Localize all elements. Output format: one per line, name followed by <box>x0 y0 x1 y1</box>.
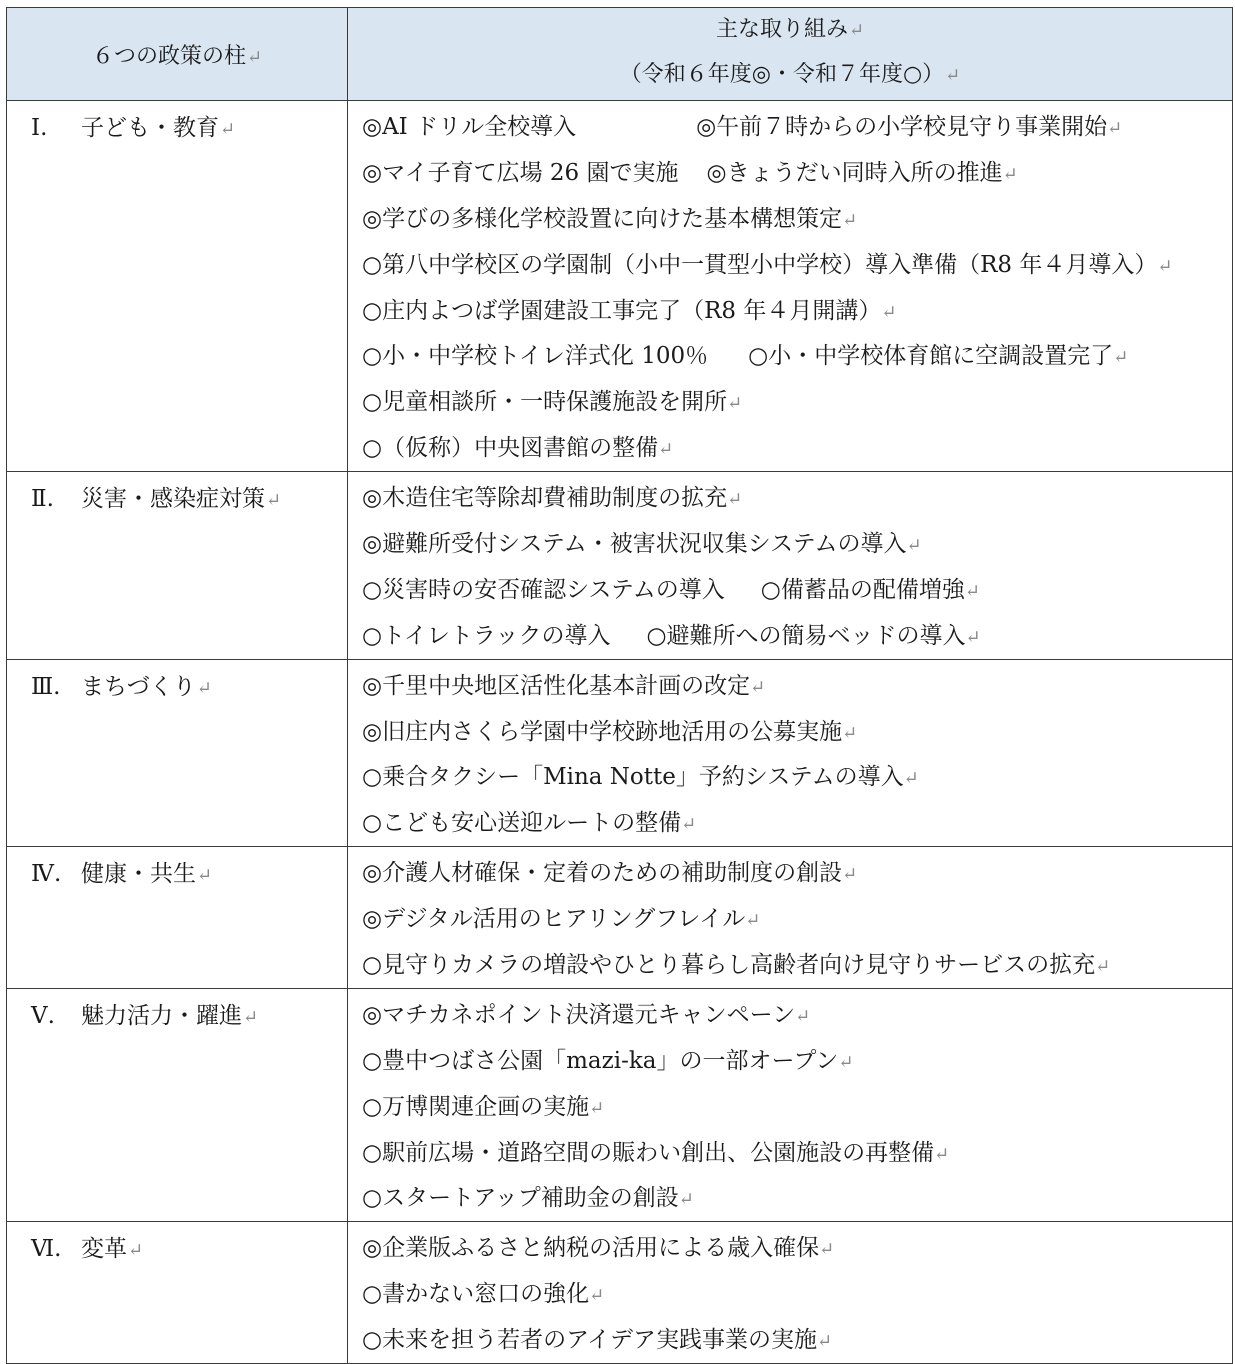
pillar-number: Ⅴ. <box>31 1002 55 1029</box>
initiative-item: ○備蓄品の配備増強 <box>760 576 965 603</box>
table-row <box>7 472 1233 660</box>
initiative-line <box>362 709 1232 755</box>
paragraph-mark: ↵ <box>266 490 282 512</box>
initiative-item: ◎デジタル活用のヒアリングフレイル <box>362 906 746 933</box>
initiative-item: ◎企業版ふるさと納税の活用による歳入確保 <box>362 1235 820 1262</box>
initiatives-cell <box>348 101 1233 472</box>
initiative-line <box>362 1038 1232 1084</box>
initiative-item: ○児童相談所・一時保護施設を開所 <box>362 389 728 416</box>
pillar-label: 変革 <box>81 1236 127 1263</box>
paragraph-mark: ↵ <box>128 1240 144 1262</box>
paragraph-mark: ↵ <box>243 1006 259 1028</box>
initiative-line <box>362 567 1232 613</box>
paragraph-mark: ↵ <box>819 1239 835 1261</box>
initiative-item: ○小・中学校トイレ洋式化 100％ <box>362 343 709 370</box>
table-row <box>7 988 1233 1221</box>
initiatives-cell <box>348 1222 1233 1364</box>
table-row <box>7 847 1233 989</box>
initiative-item: ◎マイ子育て広場 26 園で実施 <box>362 159 679 186</box>
initiative-line <box>362 475 1232 521</box>
paragraph-mark: ↵ <box>906 535 922 557</box>
initiative-line <box>362 1317 1232 1363</box>
initiative-line <box>362 992 1232 1038</box>
initiative-line <box>362 425 1232 471</box>
initiative-item: ○見守りカメラの増設やひとり暮らし高齢者向け見守りサービスの拡充 <box>362 952 1096 979</box>
paragraph-mark: ↵ <box>838 1051 854 1073</box>
paragraph-mark: ↵ <box>220 119 236 140</box>
initiative-item: ○（仮称）中央図書館の整備 <box>362 435 659 462</box>
initiative-item: ○書かない窓口の強化 <box>362 1281 590 1308</box>
table-row <box>7 659 1233 847</box>
paragraph-mark: ↵ <box>817 1331 833 1353</box>
pillar-cell <box>7 847 348 989</box>
paragraph-mark: ↵ <box>681 814 697 836</box>
initiatives-cell <box>348 988 1233 1221</box>
paragraph-mark: ↵ <box>745 910 761 932</box>
initiative-item: ◎千里中央地区活性化基本計画の改定 <box>362 672 751 699</box>
pillar-label: 健康・共生 <box>81 861 196 888</box>
pillar-label: 子ども・教育 <box>81 115 219 141</box>
pillar-cell <box>7 659 348 847</box>
paragraph-mark: ↵ <box>964 580 980 602</box>
initiative-item: ○スタートアップ補助金の創設 <box>362 1185 679 1212</box>
paragraph-mark: ↵ <box>1113 347 1129 369</box>
paragraph-mark: ↵ <box>750 676 766 698</box>
paragraph-mark: ↵ <box>678 1189 694 1211</box>
initiative-item: ◎学びの多様化学校設置に向けた基本構想策定 <box>362 205 843 232</box>
initiative-item: ◎マチカネポイント決済還元キャンペーン <box>362 1001 796 1028</box>
paragraph-mark: ↵ <box>1107 118 1123 139</box>
initiative-item: ○万博関連企画の実施 <box>362 1093 590 1120</box>
initiative-line <box>362 150 1232 196</box>
initiative-item: ○第八中学校区の学園制（小中一貫型小中学校）導入準備（R8 年４月導入） <box>362 251 1158 278</box>
initiative-line <box>362 1225 1232 1271</box>
initiative-item: ○避難所への簡易ベッドの導入 <box>646 622 966 649</box>
paragraph-mark: ↵ <box>727 489 743 511</box>
paragraph-mark: ↵ <box>197 865 213 887</box>
header-initiatives <box>348 8 1233 101</box>
initiative-item: ○豊中つばさ公園「mazi-ka」の一部オープン <box>362 1047 839 1074</box>
initiative-line <box>362 196 1232 242</box>
initiative-line <box>362 942 1232 988</box>
paragraph-mark: ↵ <box>658 439 674 461</box>
paragraph-mark: ↵ <box>1002 163 1018 185</box>
policy-table <box>6 7 1233 1364</box>
header-pillars: ６つの政策の柱↵ <box>7 8 348 101</box>
initiative-item: ◎木造住宅等除却費補助制度の拡充 <box>362 485 728 512</box>
initiative-item: ◎介護人材確保・定着のための補助制度の創設 <box>362 860 843 887</box>
initiative-line <box>362 1271 1232 1317</box>
initiative-line <box>362 288 1232 334</box>
initiative-line <box>362 333 1232 379</box>
paragraph-mark: ↵ <box>1095 956 1111 978</box>
initiative-item: ◎避難所受付システム・被害状況収集システムの導入 <box>362 531 907 558</box>
pillar-cell <box>7 988 348 1221</box>
initiative-item: ○庄内よつば学園建設工事完了（R8 年４月開講） <box>362 297 882 324</box>
paragraph-mark: ↵ <box>589 1285 605 1307</box>
initiative-line <box>362 613 1232 659</box>
pillar-cell <box>7 1222 348 1364</box>
initiative-line <box>362 663 1232 709</box>
paragraph-mark: ↵ <box>196 677 212 699</box>
pillar-number: Ⅱ. <box>31 486 54 513</box>
initiative-line <box>362 800 1232 846</box>
initiative-item: ◎AI ドリル全校導入 <box>362 114 577 140</box>
initiative-line <box>362 1084 1232 1130</box>
pillar-number: Ⅰ. <box>31 115 48 141</box>
initiative-line <box>362 1130 1232 1176</box>
initiative-line <box>362 850 1232 896</box>
paragraph-mark: ↵ <box>1157 255 1173 277</box>
initiative-item: ○トイレトラックの導入 <box>362 622 611 649</box>
initiative-item: ○未来を担う若者のアイデア実践事業の実施 <box>362 1327 817 1354</box>
initiative-line <box>362 754 1232 800</box>
initiative-line <box>362 242 1232 288</box>
table-row <box>7 101 1233 472</box>
paragraph-mark: ↵ <box>795 1005 811 1027</box>
initiative-item: ○小・中学校体育館に空調設置完了 <box>748 343 1114 370</box>
pillar-number: Ⅵ. <box>31 1236 62 1263</box>
initiative-item: ◎午前７時からの小学校見守り事業開始 <box>696 114 1108 140</box>
initiative-item: ○乗合タクシー「Mina Notte」予約システムの導入 <box>362 764 904 791</box>
paragraph-mark: ↵ <box>965 626 981 648</box>
paragraph-mark: ↵ <box>881 301 897 323</box>
pillar-label: 災害・感染症対策 <box>81 486 265 513</box>
paragraph-mark: ↵ <box>842 209 858 231</box>
initiative-line <box>362 1175 1232 1221</box>
initiative-item: ○駅前広場・道路空間の賑わい創出、公園施設の再整備 <box>362 1139 935 1166</box>
pillar-label: 魅力活力・躍進 <box>81 1002 242 1029</box>
paragraph-mark: ↵ <box>589 1097 605 1119</box>
paragraph-mark: ↵ <box>903 768 919 790</box>
initiative-line <box>362 379 1232 425</box>
header-initiatives-legend: （令和６年度◎・令和７年度○）↵ <box>619 62 961 87</box>
pillar-cell <box>7 101 348 472</box>
table-row <box>7 1222 1233 1364</box>
pillar-label: まちづくり <box>81 673 196 700</box>
initiative-item: ◎旧庄内さくら学園中学校跡地活用の公募実施 <box>362 718 843 745</box>
initiatives-cell <box>348 847 1233 989</box>
paragraph-mark: ↵ <box>934 1143 950 1165</box>
pillar-number: Ⅲ. <box>31 673 61 700</box>
paragraph-mark: ↵ <box>842 864 858 886</box>
paragraph-mark: ↵ <box>842 722 858 744</box>
initiative-item: ○こども安心送迎ルートの整備 <box>362 810 682 837</box>
initiative-item: ◎きょうだい同時入所の推進 <box>706 159 1003 186</box>
initiative-line <box>362 104 1232 150</box>
initiative-line <box>362 896 1232 942</box>
initiative-line <box>362 521 1232 567</box>
initiatives-cell <box>348 472 1233 660</box>
pillar-cell <box>7 472 348 660</box>
table-header-row <box>7 8 1233 101</box>
header-initiatives-title: 主な取り組み↵ <box>715 17 865 42</box>
initiative-item: ○災害時の安否確認システムの導入 <box>362 576 725 603</box>
initiatives-cell <box>348 659 1233 847</box>
pillar-number: Ⅳ. <box>31 861 62 888</box>
paragraph-mark: ↵ <box>727 393 743 415</box>
